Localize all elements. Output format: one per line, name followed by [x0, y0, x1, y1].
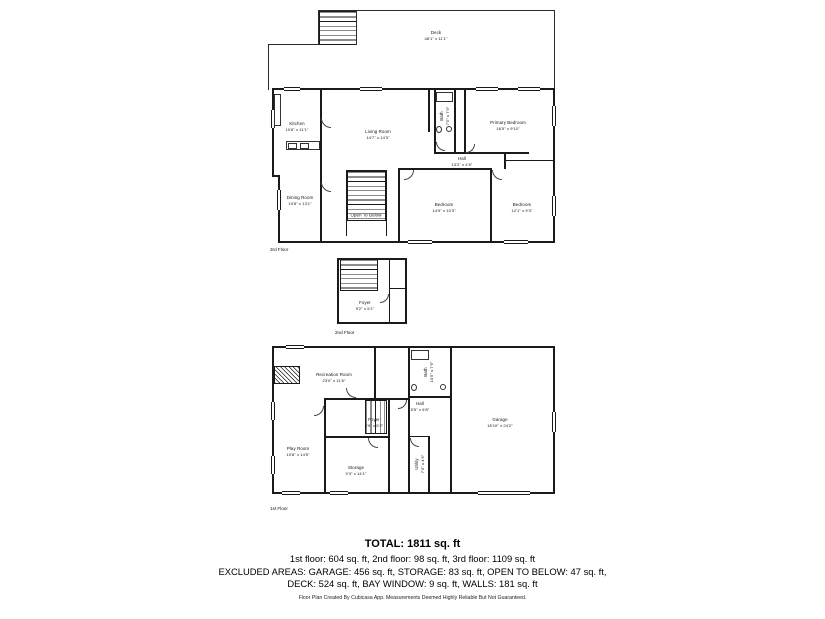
floor1-wall-utility-right	[428, 436, 430, 494]
disclaimer-text: Floor Plan Created By Cubicasa App. Measurements Deemed Highly Reliable But Not Guaranteed.	[298, 595, 527, 601]
excluded-areas-line-2: DECK: 524 sq. ft, BAY WINDOW: 9 sq. ft, WALLS: 181 sq. ft	[287, 578, 538, 589]
door-foyer2	[380, 294, 389, 303]
floor1-hatch-area	[274, 366, 300, 384]
door-bed1	[404, 170, 414, 180]
deck-stair-edge	[356, 10, 357, 45]
floor1-bath-sink	[440, 384, 446, 390]
floor1-wall-foyer-right	[388, 398, 390, 436]
floor2-stairs	[340, 259, 378, 291]
window-right-2	[552, 196, 555, 216]
floor3-wall-dining-right	[320, 178, 322, 243]
kitchen-stove	[300, 143, 309, 149]
room-label-living: Living Room 14'7" x 14'3"	[365, 128, 391, 140]
floor1-wall-storage-right	[388, 436, 390, 494]
floor1-bath-tub	[411, 350, 429, 360]
door-dining	[321, 182, 331, 192]
floor1-wall-bath-bottom	[408, 396, 452, 398]
floor3-wall-bath-right	[454, 88, 456, 153]
floor3-wall-closet-h	[504, 160, 554, 161]
room-label-storage: Storage 9'3" x 14'1"	[345, 464, 367, 476]
window-bottom-1	[408, 240, 432, 243]
window-left-2	[277, 190, 280, 210]
floor1-wall-bath-left	[408, 346, 410, 398]
floor1-wall-hall-right	[408, 398, 410, 436]
summary-footer	[0, 538, 825, 601]
floor3-wall-bed2-left	[490, 168, 492, 243]
floor2-wall-right	[405, 258, 407, 324]
floor1-door-bath	[398, 400, 407, 409]
floor-tag-1st: 1st Floor	[270, 506, 288, 511]
floor1-door-rec	[346, 388, 356, 398]
third-floor-plan	[268, 10, 558, 252]
door-bed2	[492, 170, 502, 180]
floor1-wall-storage-top	[324, 436, 390, 438]
room-label-hall3: Hall 13'2" x 4'5"	[451, 155, 473, 167]
floor-tag-3rd: 3rd Floor	[270, 247, 289, 252]
total-area: TOTAL: 1811 sq. ft	[364, 538, 461, 550]
floor3-wall-kitchen-right	[320, 88, 322, 178]
window-bottom-2	[504, 240, 528, 243]
window-right-1	[552, 106, 555, 126]
kitchen-counter-left	[274, 94, 281, 126]
room-label-foyer1: Foyer 8'9" x 5'2"	[364, 416, 384, 428]
deck-wall-notch-v	[268, 44, 269, 90]
room-label-utility: Utility 7'0" x 4'5"	[413, 454, 425, 474]
floor1-window-right-1	[552, 412, 555, 432]
floor2-wall-closet-v	[389, 258, 390, 324]
first-floor-plan	[268, 344, 560, 524]
second-floor-plan	[337, 258, 417, 343]
room-label-bedroom-2: Bedroom 12'1" x 9'3"	[511, 201, 533, 213]
floor2-wall-closet-h	[389, 288, 407, 289]
floor3-wall-hall-top	[434, 152, 529, 154]
floor1-window-bottom-1	[282, 491, 300, 494]
room-label-foyer2: Foyer 9'2" x 5'1"	[355, 299, 375, 311]
floor1-door-storage	[368, 438, 378, 448]
floor1-wall-utility-left	[408, 436, 410, 494]
floor3-wall-left-jog	[272, 175, 280, 177]
floor1-wall-garage-left	[450, 346, 452, 494]
excluded-areas-line-1: EXCLUDED AREAS: GARAGE: 456 sq. ft, STORAGE: 83 sq. ft, OPEN TO BELOW: 47 sq. ft,	[218, 565, 607, 577]
kitchen-sink	[288, 143, 297, 149]
door-kitchen	[321, 118, 331, 128]
bath-tub	[436, 92, 453, 102]
window-top-4	[518, 87, 540, 90]
floor2-wall-bottom	[337, 322, 407, 324]
room-label-primary: Primary Bedroom 16'5" x 9'10"	[490, 119, 526, 131]
floor3-wall-bed1-left	[398, 168, 400, 243]
floor1-garage-door	[478, 491, 530, 494]
room-label-bath3: Bath 7'5" x 7'9"	[438, 106, 450, 126]
room-label-deck: Deck 48'1" x 11'1"	[424, 29, 448, 41]
floor2-stair-edge	[377, 258, 378, 291]
floor1-wall-play-right	[324, 398, 326, 494]
window-top-1	[284, 87, 300, 90]
deck-stairs	[319, 11, 357, 45]
door-bath	[436, 142, 445, 151]
floor1-window-left-2	[271, 456, 274, 474]
floor1-window-bottom-2	[330, 491, 348, 494]
floor1-bath-toilet	[411, 384, 417, 391]
deck-wall-notch-h	[268, 44, 319, 45]
floor3-wall-living-right	[428, 88, 430, 132]
room-label-garage: Garage 18'10" x 24'2"	[487, 416, 513, 428]
floor1-door-play	[314, 406, 324, 416]
floor3-wall-top	[272, 88, 555, 90]
floor3-wall-stair-right	[386, 170, 387, 236]
window-top-2	[360, 87, 382, 90]
room-label-open-to-below: Open To Below	[350, 212, 382, 218]
floor1-wall-rec-right	[374, 346, 376, 400]
floor1-window-left-1	[271, 402, 274, 420]
window-top-3	[476, 87, 498, 90]
bath-sink	[446, 126, 452, 132]
floor1-window-top-1	[286, 345, 304, 348]
floor-breakdown: 1st floor: 604 sq. ft, 2nd floor: 98 sq. ft, 3rd floor: 1109 sq. ft	[289, 553, 536, 564]
room-label-kitchen: Kitchen 10'8" x 11'1"	[285, 120, 309, 132]
room-label-playroom: Play Room 10'8" x 14'5"	[286, 445, 310, 457]
deck-wall-right	[554, 10, 555, 90]
room-label-recreation: Recreation Room 23'0" x 11'6"	[316, 371, 352, 383]
floor1-wall-top	[272, 346, 555, 348]
room-label-dining: Dining Room 10'8" x 13'1"	[286, 194, 314, 206]
room-label-hall1: Hall 5'5" x 6'8"	[410, 400, 430, 412]
room-label-bath1: Bath 10'5" x 7'6"	[422, 361, 434, 383]
floor1-door-utility	[410, 438, 419, 447]
bath-toilet	[436, 126, 442, 133]
room-label-bedroom-1: Bedroom 14'9" x 10'3"	[432, 201, 456, 213]
floor-tag-2nd: 2nd Floor	[335, 330, 355, 335]
